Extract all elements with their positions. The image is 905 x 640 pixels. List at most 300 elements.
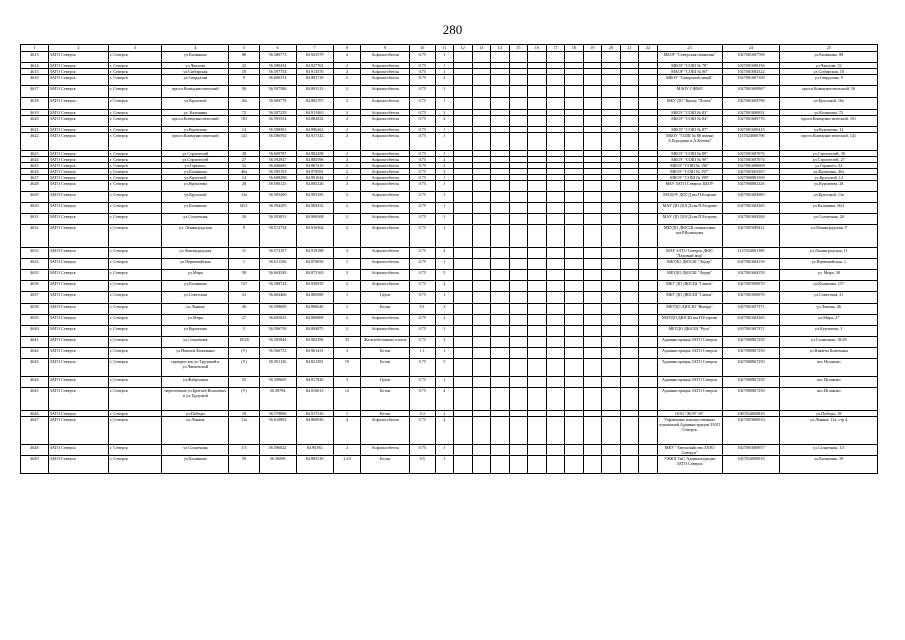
- cell-addr: ул.Солнечная: [162, 445, 229, 456]
- empty-cell: [546, 304, 565, 315]
- cell-city: г. Северск: [109, 304, 162, 315]
- cell-n: 4639: [21, 315, 49, 326]
- table-row: [21, 417, 878, 445]
- cell-lat: 56.606683: [259, 163, 296, 169]
- cell-surf: Грунт: [361, 292, 410, 304]
- register-table: [20, 44, 878, 474]
- cell-org: Администрация ЗАТО Северск: [657, 388, 722, 411]
- cell-oaddr: ул.Сибирская, 18: [780, 69, 878, 75]
- empty-cell: [546, 326, 565, 337]
- empty-cell: [565, 292, 584, 304]
- cell-cnt: 3: [333, 377, 361, 388]
- empty-cell: [509, 203, 528, 214]
- empty-cell: [472, 248, 491, 259]
- cell-ogrn: 1027000867250: [722, 348, 780, 359]
- cell-area: 0.5: [410, 456, 435, 474]
- table-row: [21, 281, 878, 292]
- empty-cell: [602, 86, 621, 98]
- cell-surf: Асфальтобетон: [361, 175, 410, 181]
- cell-adm: ЗАТО Северск: [48, 348, 108, 359]
- table-row: [21, 388, 878, 411]
- cell-org: УЖКХ ТиС Администрации ЗАТО Северск: [657, 456, 722, 474]
- cell-adm: ЗАТО Северск: [48, 292, 108, 304]
- cell-adm: ЗАТО Северск: [48, 98, 108, 110]
- cell-area: 0.75: [410, 192, 435, 203]
- cell-n: 4615: [21, 69, 49, 75]
- empty-cell: [583, 304, 602, 315]
- cell-area: 0.75: [410, 388, 435, 411]
- empty-cell: [546, 445, 565, 456]
- empty-cell: [546, 133, 565, 151]
- empty-cell: [509, 304, 528, 315]
- cell-lon: 84.911465: [296, 110, 333, 116]
- empty-cell: [620, 98, 639, 110]
- cell-bins: 1: [435, 377, 454, 388]
- cell-house: 3: [229, 326, 259, 337]
- cell-city: г. Северск: [109, 411, 162, 417]
- cell-city: г. Северск: [109, 248, 162, 259]
- empty-cell: [528, 281, 547, 292]
- cell-ogrn: 1027000882326: [722, 181, 780, 192]
- cell-lat: 56.587229: [259, 110, 296, 116]
- empty-cell: [528, 133, 547, 151]
- empty-cell: [583, 417, 602, 445]
- cell-lon: 84.927761: [296, 63, 333, 69]
- cell-n: 4626: [21, 169, 49, 175]
- empty-cell: [546, 417, 565, 445]
- empty-cell: [491, 214, 510, 225]
- empty-cell: [639, 292, 658, 304]
- cell-house: 35: [229, 377, 259, 388]
- cell-house: 27: [229, 157, 259, 163]
- cell-house: 141: [229, 133, 259, 151]
- cell-lat: 56.595400: [259, 192, 296, 203]
- cell-adm: ЗАТО Северск: [48, 116, 108, 127]
- cell-oaddr: просп.Коммунистический, 101: [780, 116, 878, 127]
- cell-bins: 1: [435, 192, 454, 203]
- empty-cell: [528, 388, 547, 411]
- cell-oaddr: ул.Солнечная, 1/3: [780, 445, 878, 456]
- cell-lat: 56.580434: [259, 63, 296, 69]
- empty-cell: [620, 225, 639, 248]
- column-header: 2: [48, 45, 108, 52]
- cell-city: г. Северск: [109, 259, 162, 270]
- column-header: 10: [410, 45, 435, 52]
- cell-lon: 84.891513: [296, 86, 333, 98]
- cell-addr: перекресток ул.Трудовой и ул.Чапаевской: [162, 359, 229, 377]
- empty-cell: [491, 270, 510, 281]
- empty-cell: [546, 203, 565, 214]
- cell-city: г. Северск: [109, 281, 162, 292]
- empty-cell: [583, 133, 602, 151]
- cell-cnt: 1: [333, 259, 361, 270]
- cell-addr: ул. Калинина: [162, 110, 229, 116]
- empty-cell: [472, 456, 491, 474]
- cell-n: 4617: [21, 86, 49, 98]
- empty-cell: [509, 181, 528, 192]
- cell-lon: 84.913576: [296, 69, 333, 75]
- cell-bins: 1: [435, 151, 454, 157]
- empty-cell: [528, 377, 547, 388]
- empty-cell: [528, 181, 547, 192]
- cell-lat: 56.591136: [259, 359, 296, 377]
- cell-city: г. Северск: [109, 377, 162, 388]
- cell-cnt: 2: [333, 445, 361, 456]
- cell-addr: ул.Никиты Кожемяки: [162, 348, 229, 359]
- cell-n: 4620: [21, 116, 49, 127]
- cell-oaddr: ул.Калинина, 39: [780, 456, 878, 474]
- empty-cell: [454, 326, 473, 337]
- table-row: [21, 133, 878, 151]
- cell-lat: 56.566733: [259, 348, 296, 359]
- cell-n: 4629: [21, 192, 49, 203]
- cell-org: МБОУ "СОШ № 196": [657, 163, 722, 169]
- cell-ogrn: 1027001687074: [722, 157, 780, 163]
- column-header: 13: [472, 45, 491, 52]
- cell-area: 0.75: [410, 163, 435, 169]
- empty-cell: [546, 359, 565, 377]
- cell-lat: 56.595844: [259, 337, 296, 348]
- empty-cell: [454, 86, 473, 98]
- cell-n: 4647: [21, 417, 49, 445]
- empty-cell: [472, 133, 491, 151]
- cell-lat: 56.596022: [259, 445, 296, 456]
- cell-city: г. Северск: [109, 151, 162, 157]
- cell-n: 4635: [21, 270, 49, 281]
- empty-cell: [583, 86, 602, 98]
- cell-n: 4631: [21, 214, 49, 225]
- cell-lat: 56.593051: [259, 214, 296, 225]
- cell-oaddr: ул.Строителей, 38: [780, 151, 878, 157]
- cell-ogrn: 1027001684985: [722, 192, 780, 203]
- empty-cell: [583, 377, 602, 388]
- empty-cell: [491, 292, 510, 304]
- empty-cell: [546, 75, 565, 86]
- cell-lat: 56.596758: [259, 326, 296, 337]
- empty-cell: [602, 281, 621, 292]
- cell-cnt: 2: [333, 151, 361, 157]
- empty-cell: [491, 98, 510, 110]
- empty-cell: [602, 75, 621, 86]
- empty-cell: [639, 326, 658, 337]
- cell-lon: 84.817820: [296, 377, 333, 388]
- cell-house: 14: [229, 175, 259, 181]
- cell-bins: 1: [435, 326, 454, 337]
- cell-surf: Бетон: [361, 411, 410, 417]
- empty-cell: [583, 203, 602, 214]
- empty-cell: [602, 315, 621, 326]
- cell-adm: ЗАТО Северск: [48, 52, 108, 63]
- empty-cell: [620, 270, 639, 281]
- cell-city: г. Северск: [109, 110, 162, 116]
- cell-cnt: 4: [333, 417, 361, 445]
- cell-city: г. Северск: [109, 63, 162, 69]
- empty-cell: [620, 281, 639, 292]
- cell-bins: 1: [435, 52, 454, 63]
- empty-cell: [639, 203, 658, 214]
- cell-ogrn: 1037001687371: [722, 326, 780, 337]
- cell-area: 0.75: [410, 377, 435, 388]
- empty-cell: [565, 75, 584, 86]
- cell-adm: ЗАТО Северск: [48, 270, 108, 281]
- cell-lat: 56.608288: [259, 175, 296, 181]
- empty-cell: [639, 359, 658, 377]
- cell-surf: Асфальтобетон: [361, 75, 410, 86]
- cell-org: МБУ ДО "Центр "Поиск": [657, 98, 722, 110]
- cell-lon: 84.917316: [296, 411, 333, 417]
- cell-area: 0.1: [410, 304, 435, 315]
- empty-cell: [454, 281, 473, 292]
- cell-ogrn: 1027001680957: [722, 445, 780, 456]
- cell-lon: 84.894875: [296, 326, 333, 337]
- cell-oaddr: ул.Свердлова, 9: [780, 75, 878, 86]
- cell-n: 4638: [21, 304, 49, 315]
- cell-lon: 84.867410: [296, 163, 333, 169]
- cell-area: 0.75: [410, 169, 435, 175]
- table-row: [21, 292, 878, 304]
- empty-cell: [620, 259, 639, 270]
- empty-cell: [472, 337, 491, 348]
- empty-cell: [583, 270, 602, 281]
- cell-area: 0.75: [410, 127, 435, 133]
- cell-addr: ул.Мира: [162, 270, 229, 281]
- empty-cell: [583, 326, 602, 337]
- cell-city: г. Северск: [109, 417, 162, 445]
- cell-addr: просп.Коммунистический: [162, 116, 229, 127]
- empty-cell: [602, 98, 621, 110]
- table-row: [21, 304, 878, 315]
- cell-org: МБОУ "Северский лицей": [657, 75, 722, 86]
- empty-cell: [509, 292, 528, 304]
- empty-cell: [509, 116, 528, 127]
- empty-cell: [639, 248, 658, 259]
- cell-addr: ул.Фабричная: [162, 377, 229, 388]
- cell-bins: 1: [435, 456, 454, 474]
- empty-cell: [639, 270, 658, 281]
- cell-area: 0.75: [410, 69, 435, 75]
- cell-n: 4616: [21, 75, 49, 86]
- cell-n: 4625: [21, 163, 49, 169]
- cell-adm: ЗАТО Северск: [48, 315, 108, 326]
- cell-org: Управление имущественных отношений Администрации ЗАТО Северск: [657, 417, 722, 445]
- cell-org: МАДОУ ДОСД им.П.Егорова: [657, 192, 722, 203]
- empty-cell: [639, 281, 658, 292]
- cell-adm: ЗАТО Северск: [48, 110, 108, 116]
- cell-area: 0.75: [410, 116, 435, 127]
- cell-bins: 2: [435, 75, 454, 86]
- empty-cell: [602, 214, 621, 225]
- cell-surf: Асфальтобетон: [361, 417, 410, 445]
- cell-cnt: 2: [333, 326, 361, 337]
- cell-house: 16а: [229, 98, 259, 110]
- empty-cell: [546, 248, 565, 259]
- empty-cell: [620, 445, 639, 456]
- cell-oaddr: ул.Калинина, 157: [780, 281, 878, 292]
- cell-surf: Железобетонные плиты: [361, 337, 410, 348]
- empty-cell: [620, 456, 639, 474]
- empty-cell: [528, 116, 547, 127]
- empty-cell: [472, 86, 491, 98]
- cell-surf: Асфальтобетон: [361, 326, 410, 337]
- table-row: [21, 52, 878, 63]
- cell-bins: 2: [435, 163, 454, 169]
- empty-cell: [602, 417, 621, 445]
- empty-cell: [472, 359, 491, 377]
- empty-cell: [602, 270, 621, 281]
- cell-house: 18: [229, 411, 259, 417]
- cell-oaddr: ул.Никиты Кожемяки: [780, 348, 878, 359]
- empty-cell: [454, 417, 473, 445]
- cell-oaddr: ул.Солнечная, 18/28: [780, 337, 878, 348]
- cell-org: МБУДО ДЮСШ "Янтарь": [657, 304, 722, 315]
- cell-city: г. Северск: [109, 169, 162, 175]
- cell-ogrn: 1027001688009: [722, 163, 780, 169]
- cell-addr: ул.Крупской: [162, 175, 229, 181]
- empty-cell: [472, 417, 491, 445]
- empty-cell: [546, 377, 565, 388]
- cell-adm: ЗАТО Северск: [48, 281, 108, 292]
- empty-cell: [602, 388, 621, 411]
- empty-cell: [528, 304, 547, 315]
- cell-addr: ул.Мира: [162, 315, 229, 326]
- cell-cnt: 1: [333, 304, 361, 315]
- empty-cell: [491, 348, 510, 359]
- empty-cell: [583, 359, 602, 377]
- cell-org: ООО "ЖЭУ-10": [657, 411, 722, 417]
- empty-cell: [620, 181, 639, 192]
- cell-lat: 56.597754: [259, 69, 296, 75]
- cell-cnt: 2: [333, 86, 361, 98]
- empty-cell: [639, 116, 658, 127]
- empty-cell: [583, 116, 602, 127]
- cell-ogrn: 1027000867250: [722, 377, 780, 388]
- empty-cell: [639, 445, 658, 456]
- table-row: [21, 75, 878, 86]
- empty-cell: [472, 315, 491, 326]
- empty-cell: [583, 75, 602, 86]
- cell-adm: ЗАТО Северск: [48, 259, 108, 270]
- cell-n: 4619: [21, 110, 49, 116]
- cell-bins: 1: [435, 86, 454, 98]
- empty-cell: [546, 98, 565, 110]
- cell-area: 0.75: [410, 445, 435, 456]
- empty-cell: [454, 388, 473, 411]
- empty-cell: [583, 225, 602, 248]
- cell-org: Администрация ЗАТО Северск: [657, 359, 722, 377]
- cell-n: 4637: [21, 292, 49, 304]
- empty-cell: [565, 315, 584, 326]
- cell-n: 4641: [21, 337, 49, 348]
- empty-cell: [583, 281, 602, 292]
- empty-cell: [472, 98, 491, 110]
- cell-lon: 84.879581: [296, 169, 333, 175]
- cell-surf: Бетон: [361, 348, 410, 359]
- empty-cell: [509, 98, 528, 110]
- cell-house: 46а: [229, 169, 259, 175]
- cell-lon: 84.90192: [296, 445, 333, 456]
- cell-oaddr: ул.Курчатова, 28: [780, 181, 878, 192]
- cell-area: 0.75: [410, 270, 435, 281]
- empty-cell: [620, 417, 639, 445]
- empty-cell: [565, 417, 584, 445]
- cell-area: 0.75: [410, 175, 435, 181]
- empty-cell: [528, 445, 547, 456]
- cell-addr: ул.Крупской: [162, 192, 229, 203]
- cell-area: 0.75: [410, 151, 435, 157]
- cell-adm: ЗАТО Северск: [48, 169, 108, 175]
- cell-ogrn: 1027001686931: [722, 110, 780, 116]
- cell-lat: 56.590125: [259, 181, 296, 192]
- column-header: 25: [780, 45, 878, 52]
- cell-org: МБОУ "СОШ № 89": [657, 151, 722, 157]
- cell-oaddr: ул.Строителей, 27: [780, 157, 878, 163]
- cell-area: 0.75: [410, 417, 435, 445]
- cell-cnt: 2: [333, 225, 361, 248]
- cell-city: г. Северск: [109, 98, 162, 110]
- empty-cell: [528, 359, 547, 377]
- cell-adm: ЗАТО Северск: [48, 225, 108, 248]
- cell-ogrn: 1027001689415: [722, 127, 780, 133]
- empty-cell: [639, 388, 658, 411]
- cell-n: 4627: [21, 175, 49, 181]
- empty-cell: [528, 86, 547, 98]
- cell-lat: 56.604549: [259, 270, 296, 281]
- cell-city: г. Северск: [109, 388, 162, 411]
- cell-lon: 84.909432: [296, 203, 333, 214]
- cell-adm: ЗАТО Северск: [48, 411, 108, 417]
- cell-house: 9: [229, 75, 259, 86]
- cell-ogrn: 1027001690070: [722, 281, 780, 292]
- empty-cell: [454, 259, 473, 270]
- cell-addr: ул.Первомайская: [162, 259, 229, 270]
- cell-area: 0.75: [410, 75, 435, 86]
- empty-cell: [583, 52, 602, 63]
- cell-ogrn: 1157024000796: [722, 133, 780, 151]
- cell-adm: ЗАТО Северск: [48, 377, 108, 388]
- table-row: [21, 225, 878, 248]
- cell-oaddr: ул.Калинина, 66/1: [780, 203, 878, 214]
- cell-ogrn: 1027001687076: [722, 151, 780, 157]
- cell-lat: 56.597586: [259, 86, 296, 98]
- cell-cnt: 2.25: [333, 456, 361, 474]
- empty-cell: [565, 52, 584, 63]
- column-header: 4: [162, 45, 229, 52]
- empty-cell: [509, 75, 528, 86]
- empty-cell: [602, 181, 621, 192]
- cell-bins: 2: [435, 157, 454, 163]
- cell-ogrn: 1027000867250: [722, 359, 780, 377]
- empty-cell: [565, 348, 584, 359]
- cell-lon: 84.902196: [296, 337, 333, 348]
- cell-oaddr: ул.Ленина, 11а, стр.4: [780, 417, 878, 445]
- empty-cell: [472, 116, 491, 127]
- empty-cell: [602, 192, 621, 203]
- empty-cell: [620, 388, 639, 411]
- column-header: 5: [229, 45, 259, 52]
- cell-org: МБУДО ДЮСШ "Лидер": [657, 270, 722, 281]
- cell-oaddr: ул.Первомайская, 1: [780, 259, 878, 270]
- cell-oaddr: ул.Калинина, 72: [780, 110, 878, 116]
- cell-org: МКУ "Автохозяйство ЗАТО Северск": [657, 445, 722, 456]
- cell-surf: Бетон: [361, 304, 410, 315]
- empty-cell: [509, 52, 528, 63]
- empty-cell: [602, 203, 621, 214]
- cell-lon: 84.875165: [296, 270, 333, 281]
- cell-surf: Грунт: [361, 377, 410, 388]
- empty-cell: [491, 192, 510, 203]
- empty-cell: [509, 417, 528, 445]
- empty-cell: [454, 304, 473, 315]
